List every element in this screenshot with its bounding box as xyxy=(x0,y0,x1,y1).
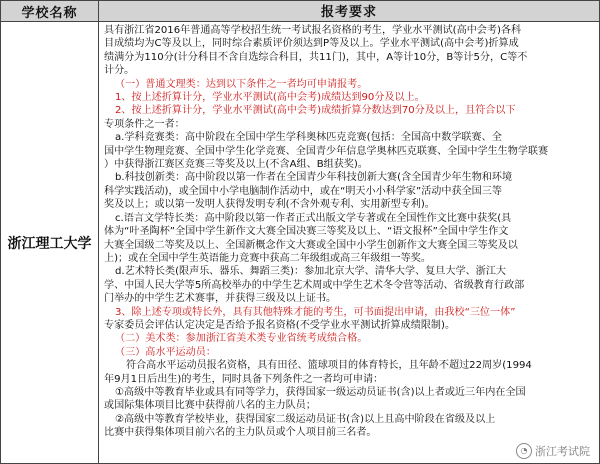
requirement-line: 专家委员会评估认定决定是否给予报名资格(不受学业水平测试折算成绩限制)。 xyxy=(104,319,456,331)
requirement-line: ）中获得浙江赛区竞赛三等奖及以上(不含A组、B组获奖)。 xyxy=(104,159,368,171)
table-row xyxy=(1,22,600,464)
wechat-icon: ◔ xyxy=(516,443,532,459)
requirement-line: （三）高水平运动员： xyxy=(115,346,216,358)
requirement-line: 奖及以上；或以第一发明人获得发明专利(不含外观专利、实用新型专利)。 xyxy=(104,199,435,211)
requirement-line: d.艺术特长类(限声乐、器乐、舞蹈三类)：参加北京大学、清华大学、复旦大学、浙江大 xyxy=(115,266,506,278)
requirement-line: 3、除上述专项或特长外，具有其他特殊才能的考生，可书面提出申请，由我校“三位一体” xyxy=(115,306,516,318)
requirement-line: ②高级中等教育学校毕业，获得国家二级运动员证书(含)以上且高中阶段在省级及以上 xyxy=(115,413,496,425)
col-header-requirements: 报考要求 xyxy=(99,1,600,22)
requirement-line: 年9月1日后出生)的考生，同时具备下列条件之一者均可申请： xyxy=(104,373,384,385)
table-header-row xyxy=(1,1,600,22)
requirement-line: 或国际集体项目比赛中获得前八名的主力队员； xyxy=(104,400,316,412)
requirement-line: （二）美术类：参加浙江省美术类专业省统考成绩合格。 xyxy=(115,333,368,345)
watermark-text: 浙江考试院 xyxy=(535,445,590,458)
requirement-line: 国中学生物理竞赛、全国中学生化学竞赛、全国青少年信息学奥林匹克联赛、全国中学生生物学联赛 xyxy=(104,145,549,157)
requirement-line: （一）普通文理类：达到以下条件之一者均可申请报考。 xyxy=(115,78,368,90)
col-header-school: 学校名称 xyxy=(1,1,99,22)
requirement-line: ①高级中等教育毕业或具有同等学力，获得国家一级运动员证书(含)以上者或近三年内在全国 xyxy=(115,386,526,398)
requirement-line: 门举办的中学生艺术赛事，并获得三级及以上证书。 xyxy=(104,293,337,305)
requirement-line: 计分。 xyxy=(104,65,135,77)
requirement-line: 绩满分为110分(计分科目不含自选综合科目，共11门)，其中，A等计10分，B等计5分，C等不 xyxy=(104,51,528,63)
requirement-line: 科学实践活动)，或全国中小学电脑制作活动中，或在“明天小小科学家”活动中获全国三等 xyxy=(104,185,502,197)
requirement-line: c.语言文学特长类：高中阶段以第一作者正式出版文学专著或在全国性作文比赛中获奖(具 xyxy=(115,212,512,224)
requirement-line: 大赛全国级二等奖及以上、全国新概念作文大赛或全国中小学生创新作文大赛全国三等奖及以 xyxy=(104,239,518,251)
requirement-line: b.科技创新类：高中阶段以第一作者在全国青少年科技创新大赛(含全国青少年生物和环境 xyxy=(115,172,513,184)
requirement-line: 专项条件之一者： xyxy=(104,118,185,130)
requirement-line: 学、中国人民大学等5所高校举办的中学生艺术周或中学生艺术冬令营等活动、省级教育行政部 xyxy=(104,279,525,291)
requirement-line: 比赛中获得集体项目前六名的主力队员或个人项目前三名者。 xyxy=(104,427,377,439)
school-name-cell: 浙江理工大学 xyxy=(1,22,99,464)
requirements-text xyxy=(104,24,595,440)
requirement-line: 2、按上述折算计分，学业水平测试(高中会考)成绩折算分数达到70分及以上，且符合以下 xyxy=(115,105,516,117)
requirement-line: 符合高水平运动员报名资格，具有田径、篮球项目的体育特长，且年龄不超过22周岁(1994 xyxy=(126,360,532,372)
requirement-line: 1、按上述折算计分，学业水平测试(高中会考)成绩达到90分及以上。 xyxy=(115,92,425,104)
requirement-line: 目成绩均为C等及以上，同时综合素质评价须达到P等及以上。学业水平测试(高中会考)折算成 xyxy=(104,38,519,50)
requirements-cell xyxy=(99,22,600,464)
requirement-line: 具有浙江省2016年普通高等学校招生统一考试报名资格的考生，学业水平测试(高中会考)各科 xyxy=(104,25,522,36)
requirement-line: 上)；或在全国中学生英语能力竞赛中获高二年级组或高三年级组一等奖。 xyxy=(104,252,431,264)
requirement-line: 体为“叶圣陶杯”全国中学生新作文大赛全国决赛三等奖及以上、“语文报杯”全国中学生作文 xyxy=(104,226,509,238)
watermark xyxy=(516,443,590,459)
requirement-line: a.学科竞赛类：高中阶段在全国中学生学科奥林匹克竞赛(包括：全国高中数学联赛、全 xyxy=(115,132,502,144)
